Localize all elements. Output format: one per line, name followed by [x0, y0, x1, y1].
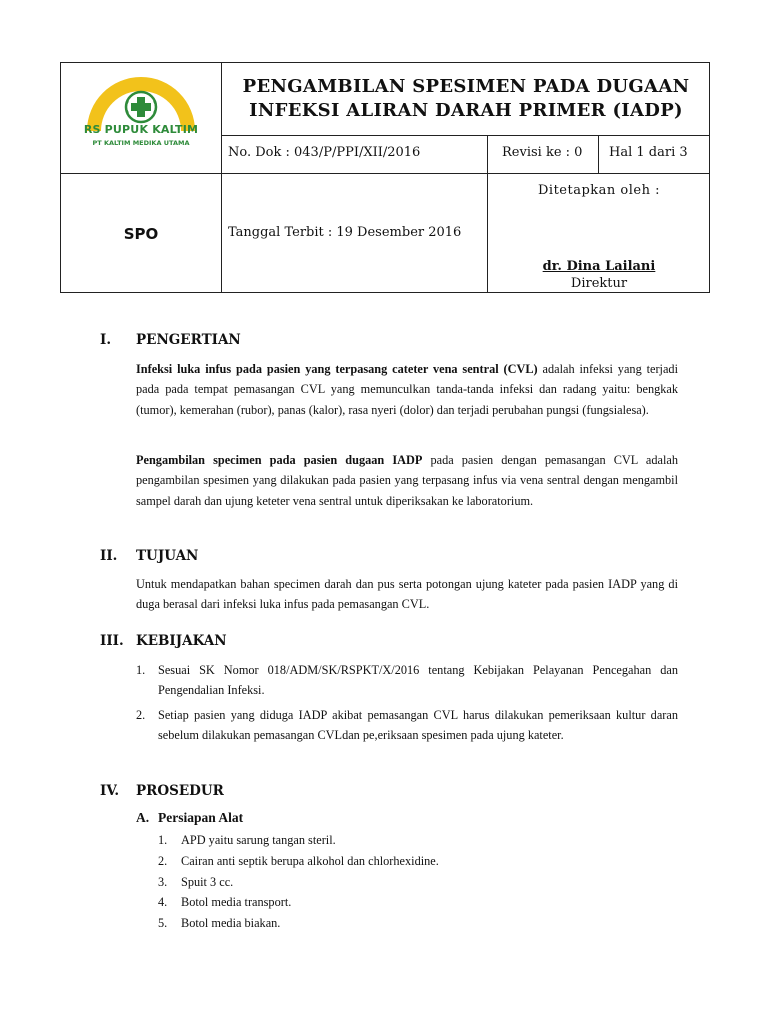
paragraph-text: adalah infeksi yang terjadi pada pada tempat pemasangan CVL yang memunculkan tanda-tanda infeksi dan radang yaitu: bengkak (tumor), kemerahan (rubor), panas (kalor), rasa nyeri (dolor) dan terjadi perubahan pungsi (fungsialesa). — [136, 362, 678, 417]
section-heading-kebijakan — [100, 633, 227, 649]
section-title: PENGERTIAN — [136, 332, 241, 348]
paragraph-pengertian-2 — [136, 450, 678, 511]
list-item-number: 5. — [158, 916, 168, 931]
section-number: IV. — [100, 783, 120, 799]
section-number: II. — [100, 548, 118, 564]
issue-date: Tanggal Terbit : 19 Desember 2016 — [228, 225, 462, 240]
list-item — [136, 705, 678, 746]
list-item — [158, 851, 439, 872]
kebijakan-list — [136, 660, 678, 745]
document-number: No. Dok : 043/P/PPI/XII/2016 — [228, 145, 421, 160]
signer-name: dr. Dina Lailani — [542, 259, 656, 274]
list-item-number: 1. — [136, 663, 146, 677]
list-item-number: 3. — [158, 874, 168, 889]
list-item-number: 2. — [158, 853, 168, 868]
divider — [221, 63, 222, 292]
divider — [61, 173, 709, 174]
list-item-text: Cairan anti septik berupa alkohol dan chlorhexidine. — [181, 853, 439, 868]
divider — [598, 135, 599, 173]
section-title: KEBIJAKAN — [136, 633, 227, 649]
section-title: TUJUAN — [136, 548, 199, 564]
subsection-letter: A. — [136, 810, 150, 825]
document-title — [231, 75, 701, 123]
paragraph-pengertian-1 — [136, 359, 678, 420]
section-heading-tujuan — [100, 548, 198, 564]
list-item-text: Sesuai SK Nomor 018/ADM/SK/RSPKT/X/2016 tentang Kebijakan Pelayanan Pencegahan dan Pengendalian Infeksi. — [158, 663, 678, 698]
section-heading-prosedur — [100, 783, 224, 799]
list-item-text: Botol media transport. — [181, 895, 292, 910]
list-item — [158, 872, 439, 893]
list-item-number: 4. — [158, 895, 168, 910]
list-item — [136, 660, 678, 701]
alat-list — [158, 830, 439, 934]
paragraph-bold-term: Pengambilan specimen pada pasien dugaan IADP — [136, 453, 423, 467]
signer-title: Direktur — [570, 276, 628, 291]
section-heading-pengertian — [100, 332, 241, 348]
list-item-text: Spuit 3 cc. — [181, 874, 234, 889]
page-number: Hal 1 dari 3 — [609, 145, 688, 160]
document-header-table — [60, 62, 710, 293]
paragraph-tujuan: Untuk mendapatkan bahan specimen darah dan pus serta potongan ujung kateter pada pasien IADP yang di duga berasal dari infeksi luka infus pada pemasangan CVL. — [136, 577, 678, 612]
list-item — [158, 830, 439, 851]
subsection-title: Persiapan Alat — [158, 810, 244, 825]
paragraph-bold-term: Infeksi luka infus pada pasien yang terpasang cateter vena sentral (CVL) — [136, 362, 538, 376]
list-item-number: 2. — [136, 707, 146, 722]
logo-subtitle: PT KALTIM MEDIKA UTAMA — [92, 139, 190, 147]
list-item — [158, 892, 439, 913]
revision-number: Revisi ke : 0 — [502, 145, 583, 160]
subsection-heading-persiapan-alat — [136, 810, 243, 826]
list-item-text: Botol media biakan. — [181, 916, 281, 931]
spo-label: SPO — [123, 225, 159, 243]
title-line-2: INFEKSI ALIRAN DARAH PRIMER (IADP) — [249, 100, 683, 121]
list-item-text: APD yaitu sarung tangan steril. — [181, 833, 336, 847]
section-number: I. — [100, 332, 112, 348]
list-item — [158, 913, 439, 934]
section-title: PROSEDUR — [136, 783, 224, 799]
logo-name: RS PUPUK KALTIM — [83, 123, 199, 136]
section-number: III. — [100, 633, 124, 649]
list-item-text: Setiap pasien yang diduga IADP akibat pemasangan CVL harus dilakukan pemeriksaan kultur daran sebelum dilakukan pemasangan CVLdan pe,eriksaan spesimen pada ujung kateter. — [158, 707, 678, 742]
title-line-1: PENGAMBILAN SPESIMEN PADA DUGAAN — [242, 76, 690, 97]
list-item-number: 1. — [158, 833, 168, 847]
hospital-logo-icon — [79, 71, 203, 167]
approval-label: Ditetapkan oleh : — [538, 183, 660, 198]
paragraph-text: pada pasien dengan pemasangan CVL adalah pengambilan spesimen yang dilakukan pada pasien yang terpasang infus via vena sentral dengan mengambil sampel darah dan ujung keteter vena sentral untuk diperiksakan ke laboratorium. — [136, 453, 678, 508]
divider — [221, 135, 709, 136]
